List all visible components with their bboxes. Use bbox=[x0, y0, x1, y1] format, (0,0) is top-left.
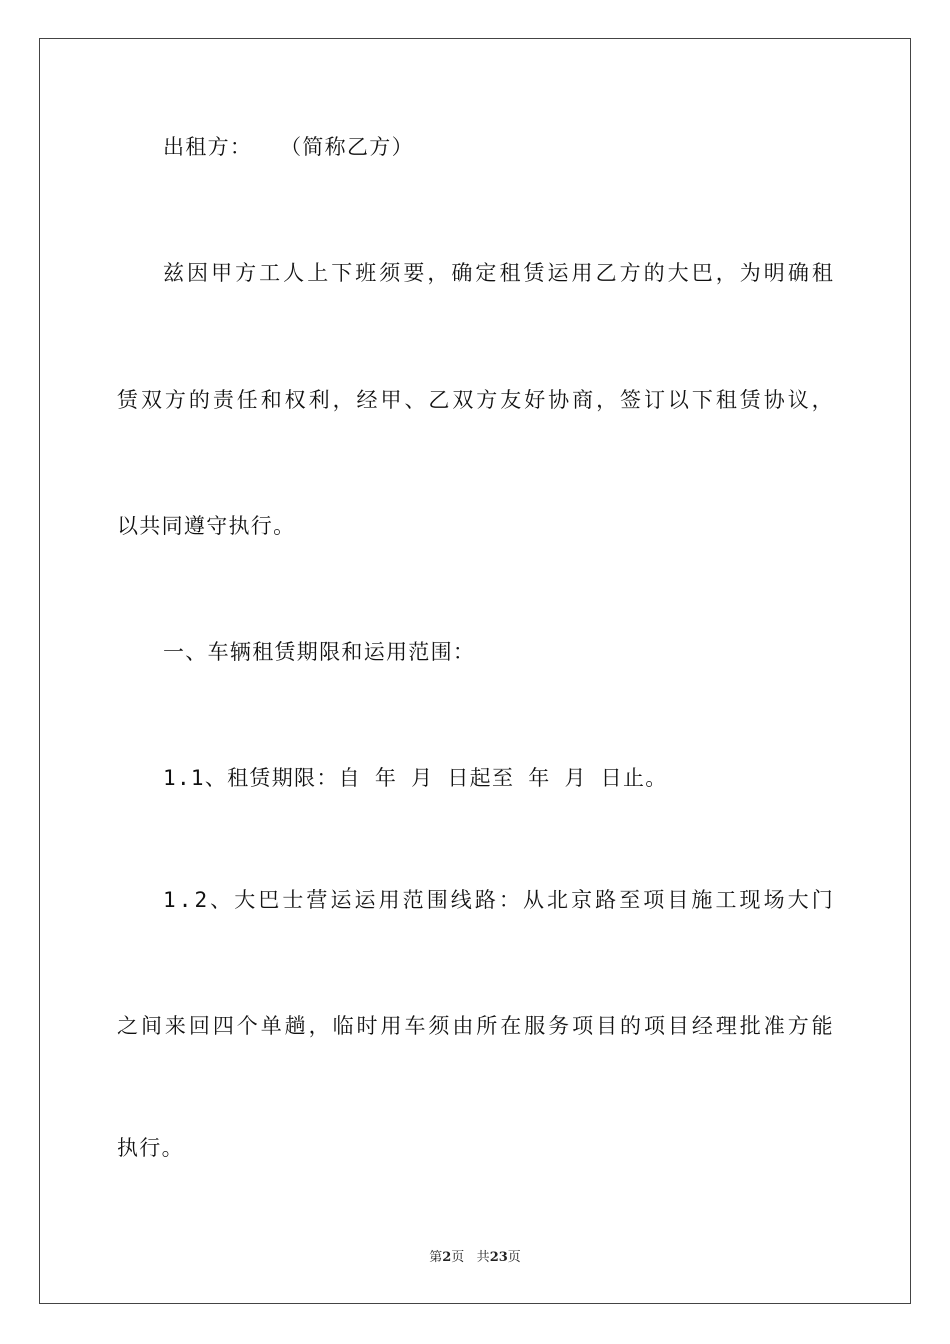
text-glyph: 须 bbox=[428, 1014, 450, 1038]
text-glyph: 协 bbox=[763, 388, 785, 412]
text-glyph: 大 bbox=[787, 888, 809, 912]
text-glyph: 、 bbox=[404, 388, 426, 412]
clause-1-2-line-1 bbox=[163, 885, 833, 915]
footer-prefix: 第 bbox=[429, 1250, 443, 1265]
text-glyph: 所 bbox=[476, 1014, 498, 1038]
page-footer bbox=[0, 1246, 950, 1265]
text-glyph: 乙 bbox=[428, 388, 450, 412]
text-glyph: 时 bbox=[356, 1014, 378, 1038]
text-glyph: 协 bbox=[548, 388, 570, 412]
section-heading: 一、车辆租赁期限和运用范围： bbox=[163, 640, 476, 664]
text-glyph: 经 bbox=[691, 1014, 713, 1038]
text-glyph: 订 bbox=[643, 388, 665, 412]
text-glyph: 方 bbox=[787, 1014, 809, 1038]
text-glyph: 路 bbox=[595, 888, 617, 912]
clause-1-2-line-3: 执行。 bbox=[117, 1136, 184, 1160]
text-glyph: 巴 bbox=[258, 888, 280, 912]
text-glyph: 目 bbox=[667, 1014, 689, 1038]
text-glyph: 项 bbox=[643, 1014, 665, 1038]
text-glyph: 门 bbox=[811, 888, 833, 912]
text-glyph: 用 bbox=[378, 888, 400, 912]
text-glyph: 租 bbox=[499, 261, 521, 285]
text-glyph: 施 bbox=[691, 888, 713, 912]
text-glyph: 士 bbox=[282, 888, 304, 912]
text-glyph: 定 bbox=[475, 261, 497, 285]
footer-total-suffix: 页 bbox=[507, 1250, 521, 1265]
clause-1-2-line-2 bbox=[117, 1011, 833, 1041]
text-glyph: 确 bbox=[451, 261, 473, 285]
text-glyph: 因 bbox=[187, 261, 209, 285]
text-glyph: ： bbox=[498, 888, 520, 912]
text-glyph: 任 bbox=[236, 388, 258, 412]
text-glyph: 线 bbox=[450, 888, 472, 912]
text-glyph: 要 bbox=[403, 261, 425, 285]
text-glyph: ， bbox=[596, 388, 618, 412]
text-glyph: 的 bbox=[620, 1014, 642, 1038]
text-glyph: 目 bbox=[667, 888, 689, 912]
text-glyph: 四 bbox=[212, 1014, 234, 1038]
text-glyph: 从 bbox=[522, 888, 544, 912]
text-glyph: 签 bbox=[620, 388, 642, 412]
text-glyph: 运 bbox=[330, 888, 352, 912]
text-glyph: 准 bbox=[763, 1014, 785, 1038]
text-glyph: 友 bbox=[500, 388, 522, 412]
text-glyph: 为 bbox=[739, 261, 761, 285]
text-glyph: 下 bbox=[691, 388, 713, 412]
text-glyph: 单 bbox=[260, 1014, 282, 1038]
paragraph-line-1 bbox=[163, 258, 833, 288]
text-glyph: 京 bbox=[571, 888, 593, 912]
text-glyph: 确 bbox=[787, 261, 809, 285]
text-glyph: 趟 bbox=[284, 1014, 306, 1038]
text-glyph: 2 bbox=[194, 888, 208, 912]
text-glyph: 能 bbox=[811, 1014, 833, 1038]
text-glyph: 租 bbox=[811, 261, 833, 285]
text-glyph: 北 bbox=[547, 888, 569, 912]
text-glyph: 回 bbox=[188, 1014, 210, 1038]
text-glyph: 大 bbox=[667, 261, 689, 285]
text-glyph: 批 bbox=[739, 1014, 761, 1038]
text-glyph: 议 bbox=[787, 388, 809, 412]
text-glyph: 用 bbox=[380, 1014, 402, 1038]
text-glyph: 场 bbox=[763, 888, 785, 912]
text-glyph: 至 bbox=[619, 888, 641, 912]
footer-page-suffix: 页 bbox=[451, 1250, 465, 1265]
text-glyph: 好 bbox=[524, 388, 546, 412]
text-glyph: 在 bbox=[500, 1014, 522, 1038]
text-glyph: 乙 bbox=[595, 261, 617, 285]
text-glyph: 人 bbox=[283, 261, 305, 285]
paragraph-line-3: 以共同遵守执行。 bbox=[117, 514, 296, 538]
text-glyph: 项 bbox=[643, 888, 665, 912]
text-glyph: 、 bbox=[210, 888, 232, 912]
text-glyph: 务 bbox=[548, 1014, 570, 1038]
text-glyph: 服 bbox=[524, 1014, 546, 1038]
text-glyph: 双 bbox=[140, 388, 162, 412]
text-glyph: 下 bbox=[331, 261, 353, 285]
page-frame bbox=[39, 38, 911, 1304]
text-glyph: 赁 bbox=[523, 261, 545, 285]
text-glyph: ， bbox=[427, 261, 449, 285]
text-glyph: 临 bbox=[332, 1014, 354, 1038]
text-glyph: 双 bbox=[452, 388, 474, 412]
text-glyph: 巴 bbox=[691, 261, 713, 285]
text-glyph: 工 bbox=[715, 888, 737, 912]
text-glyph: 路 bbox=[474, 888, 496, 912]
text-glyph: 上 bbox=[307, 261, 329, 285]
clause-1-1: 1.1、租赁期限：自 年 月 日起至 年 月 日止。 bbox=[163, 766, 668, 790]
text-glyph: 利 bbox=[308, 388, 330, 412]
text-glyph: 租 bbox=[715, 388, 737, 412]
text-glyph: . bbox=[178, 888, 192, 912]
text-glyph: 运 bbox=[547, 261, 569, 285]
text-glyph: 商 bbox=[572, 388, 594, 412]
text-glyph: 明 bbox=[763, 261, 785, 285]
text-glyph: 来 bbox=[164, 1014, 186, 1038]
text-glyph: 之 bbox=[117, 1014, 138, 1038]
text-glyph: 理 bbox=[715, 1014, 737, 1038]
text-glyph: 赁 bbox=[117, 388, 138, 412]
paragraph-line-2 bbox=[117, 385, 833, 415]
text-glyph: 项 bbox=[572, 1014, 594, 1038]
text-glyph: 1 bbox=[163, 888, 176, 912]
text-glyph: 责 bbox=[212, 388, 234, 412]
text-glyph: 由 bbox=[452, 1014, 474, 1038]
text-glyph: 营 bbox=[306, 888, 328, 912]
text-glyph: ， bbox=[308, 1014, 330, 1038]
text-glyph: 范 bbox=[402, 888, 424, 912]
text-glyph: 车 bbox=[404, 1014, 426, 1038]
text-glyph: 方 bbox=[476, 388, 498, 412]
text-glyph: 的 bbox=[188, 388, 210, 412]
text-glyph: 运 bbox=[354, 888, 376, 912]
text-glyph: 须 bbox=[379, 261, 401, 285]
footer-total-prefix: 共 bbox=[476, 1250, 490, 1265]
text-glyph: 权 bbox=[284, 388, 306, 412]
text-glyph: 间 bbox=[140, 1014, 162, 1038]
text-glyph: 以 bbox=[667, 388, 689, 412]
text-glyph: 赁 bbox=[739, 388, 761, 412]
text-glyph: 的 bbox=[643, 261, 665, 285]
text-glyph: 方 bbox=[235, 261, 257, 285]
text-glyph: ， bbox=[332, 388, 354, 412]
text-glyph: 现 bbox=[739, 888, 761, 912]
lessor-line: 出租方： （简称乙方） bbox=[163, 135, 414, 159]
text-glyph: 大 bbox=[234, 888, 256, 912]
text-glyph: 方 bbox=[164, 388, 186, 412]
text-glyph: 兹 bbox=[163, 261, 184, 285]
text-glyph: 工 bbox=[259, 261, 281, 285]
text-glyph: 班 bbox=[355, 261, 377, 285]
text-glyph: 和 bbox=[260, 388, 282, 412]
text-glyph: 方 bbox=[619, 261, 641, 285]
text-glyph: 目 bbox=[596, 1014, 618, 1038]
text-glyph: ， bbox=[811, 388, 833, 412]
text-glyph: 甲 bbox=[211, 261, 233, 285]
text-glyph: 甲 bbox=[380, 388, 402, 412]
text-glyph: 个 bbox=[236, 1014, 258, 1038]
total-page-number: 23 bbox=[489, 1250, 508, 1265]
text-glyph: ， bbox=[715, 261, 737, 285]
text-glyph: 用 bbox=[571, 261, 593, 285]
current-page-number: 2 bbox=[442, 1250, 452, 1265]
text-glyph: 围 bbox=[426, 888, 448, 912]
text-glyph: 经 bbox=[356, 388, 378, 412]
